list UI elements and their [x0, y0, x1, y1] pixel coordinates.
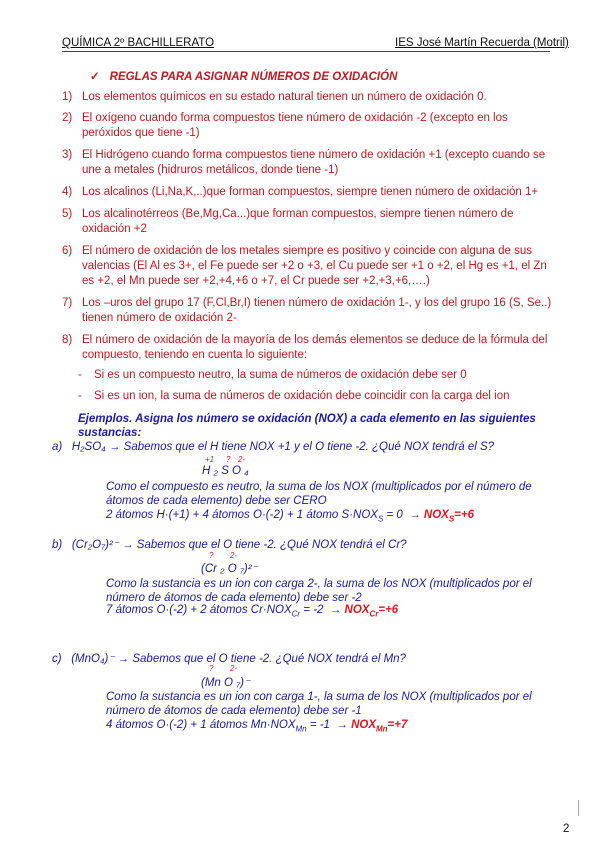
rule-text: Los elementos químicos en su estado natural tienen un número de oxidación 0.: [82, 91, 487, 103]
rule-1: [62, 90, 554, 105]
rule-text: El Hidrógeno cuando forma compuestos tiene número de oxidación +1 (excepto cuando se une a metales (hidruros metálicos, donde tiene -1): [82, 149, 546, 176]
examples-title: Ejemplos. Asigna los número se oxidación (NOX) a cada elemento en las siguientes sustancias:: [78, 413, 536, 439]
question: Sabemos que el H tiene NOX +1 y el O tiene -2. ¿Qué NOX tendrá el S?: [123, 441, 495, 453]
section-title-text: REGLAS PARA ASIGNAR NÚMEROS DE OXIDACIÓN: [109, 71, 398, 83]
rule-number: 2): [62, 112, 73, 124]
subitem-neutral: [78, 369, 467, 381]
question: Sabemos que el O tiene -2. ¿Qué NOX tendrá el Mn?: [132, 653, 406, 665]
rule-6: [62, 244, 554, 289]
rule-4: [62, 185, 554, 200]
example-a-explanation: Como el compuesto es neutro, la suma de los NOX (multiplicados por el número de átomos de cada elemento) debe ser CERO: [106, 481, 532, 507]
formula-spaced: H ₂ S O ₄: [202, 465, 249, 477]
rule-number: 3): [62, 149, 73, 161]
example-c-statement: [52, 651, 406, 665]
header-divider: [62, 51, 550, 52]
ox-number-h: +1: [205, 455, 215, 464]
rule-3: [62, 148, 554, 178]
ox-number-o: 2-: [238, 455, 246, 464]
footer-divider: [578, 800, 579, 816]
example-b-equation: [106, 604, 398, 618]
equation-text: 7 átomos O·(-2) + 2 átomos Cr·NOX: [106, 604, 292, 616]
subitem-ion: [78, 390, 510, 402]
example-a-equation: [106, 509, 474, 523]
question: Sabemos que el O tiene -2. ¿Qué NOX tendrá el Cr?: [136, 539, 407, 551]
formula: (Cr₂O₇)²⁻: [71, 539, 119, 551]
subitem-text: Si es un ion, la suma de números de oxidación debe coincidir con la carga del ion: [94, 390, 510, 402]
dash-icon: -: [78, 369, 82, 381]
example-c-explanation: Como la sustancia es un ion con carga 1-, la suma de los NOX (multiplicados por el número de átomos de cada elemento) debe ser -1: [106, 691, 532, 717]
arrow-icon: →: [108, 441, 121, 453]
equation-end: = -2: [300, 604, 324, 616]
rule-text: Los –uros del grupo 17 (F,Cl,Br,I) tienen número de oxidación 1-, y los del grupo 16 (S, Se..) tienen número de oxidación 2-: [82, 297, 552, 324]
example-label: b): [52, 539, 63, 551]
rule-5: [62, 207, 554, 237]
arrow-icon: →: [329, 604, 342, 616]
equation-end: = -1: [306, 719, 330, 731]
equation-subscript: Mn: [295, 724, 307, 734]
checkmark-icon: ✓: [90, 71, 100, 83]
rule-text: El oxígeno cuando forma compuestos tiene número de oxidación -2 (excepto en los peróxidos que tiene -1): [82, 112, 508, 139]
dash-icon: -: [78, 390, 82, 402]
result: $NOX_{Mn}=+7$: [351, 719, 408, 734]
rule-number: 1): [62, 91, 73, 103]
equation-text: 4 átomos O·(-2) + 1 átomos Mn·NOX: [106, 719, 296, 731]
result: $NOX_{Cr}=+6$: [344, 604, 399, 619]
formula-spaced: (Cr ₂ O ₇)²⁻: [201, 563, 258, 575]
ox-number-mn: ?: [209, 664, 214, 673]
ox-number-o: 2-: [230, 664, 238, 673]
rule-7: [62, 296, 554, 326]
example-label: a): [52, 441, 63, 453]
ox-number-s: ?: [226, 455, 231, 464]
equation-end: = 0: [383, 509, 403, 521]
rule-text: El número de oxidación de los metales siempre es positivo y coincide con alguna de sus valencias (El Al es 3+, el Fe puede ser +2 o +3, el Cu puede ser +1 o +2, el Hg es +1, el Zn es +2, el Mn puede ser +2,+4,+6 o +7, el Cr puede ser +2,+3,+6,….): [82, 245, 547, 287]
formula-spaced: (Mn O ₇)⁻: [201, 677, 251, 689]
equation-text: 2 átomos H·(+1) + 4 átomos O·(-2) + 1 átomo S·NOX: [106, 509, 378, 521]
subitem-text: Si es un compuesto neutro, la suma de números de oxidación debe ser 0: [94, 369, 467, 381]
rule-number: 4): [62, 186, 73, 198]
header-school: IES José Martín Recuerda (Motril): [395, 37, 569, 49]
arrow-icon: →: [117, 653, 130, 665]
rule-text: Los alcalinotérreos (Be,Mg,Ca...)que forman compuestos, siempre tienen número de oxidación +2: [82, 208, 514, 235]
rule-text: Los alcalinos (Li,Na,K,..)que forman compuestos, siempre tienen número de oxidación 1+: [82, 186, 539, 198]
rule-2: [62, 111, 554, 141]
ox-number-cr: ?: [209, 551, 214, 560]
example-c-equation: [106, 719, 407, 733]
ox-number-o: 2-: [230, 551, 238, 560]
header-course: QUÍMICA 2º BACHILLERATO: [62, 37, 215, 49]
rule-text: El número de oxidación de la mayoría de los demás elementos se deduce de la fórmula del compuesto, teniendo en cuenta lo siguiente:: [82, 334, 548, 361]
result: $NOX_S=+6$: [423, 509, 474, 524]
section-title: [90, 69, 397, 83]
formula: H₂SO₄: [71, 441, 106, 453]
equation-subscript: Cr: [291, 609, 301, 619]
rule-number: 8): [62, 334, 73, 346]
arrow-icon: →: [409, 509, 421, 521]
arrow-icon: →: [336, 719, 348, 731]
rule-number: 7): [62, 297, 73, 309]
rule-8: [62, 333, 554, 363]
example-a-statement: [52, 441, 494, 453]
example-label: c): [52, 653, 62, 665]
page-number: 2: [563, 823, 570, 835]
rule-number: 5): [62, 208, 73, 220]
equation-subscript: S: [377, 514, 384, 524]
example-b-statement: [52, 537, 407, 551]
formula: (MnO₄)⁻: [71, 653, 115, 665]
example-b-explanation: Como la sustancia es un ion con carga 2-, la suma de los NOX (multiplicados por el número de átomos de cada elemento) debe ser -2: [106, 578, 532, 604]
rule-number: 6): [62, 245, 73, 257]
arrow-icon: →: [122, 539, 134, 551]
